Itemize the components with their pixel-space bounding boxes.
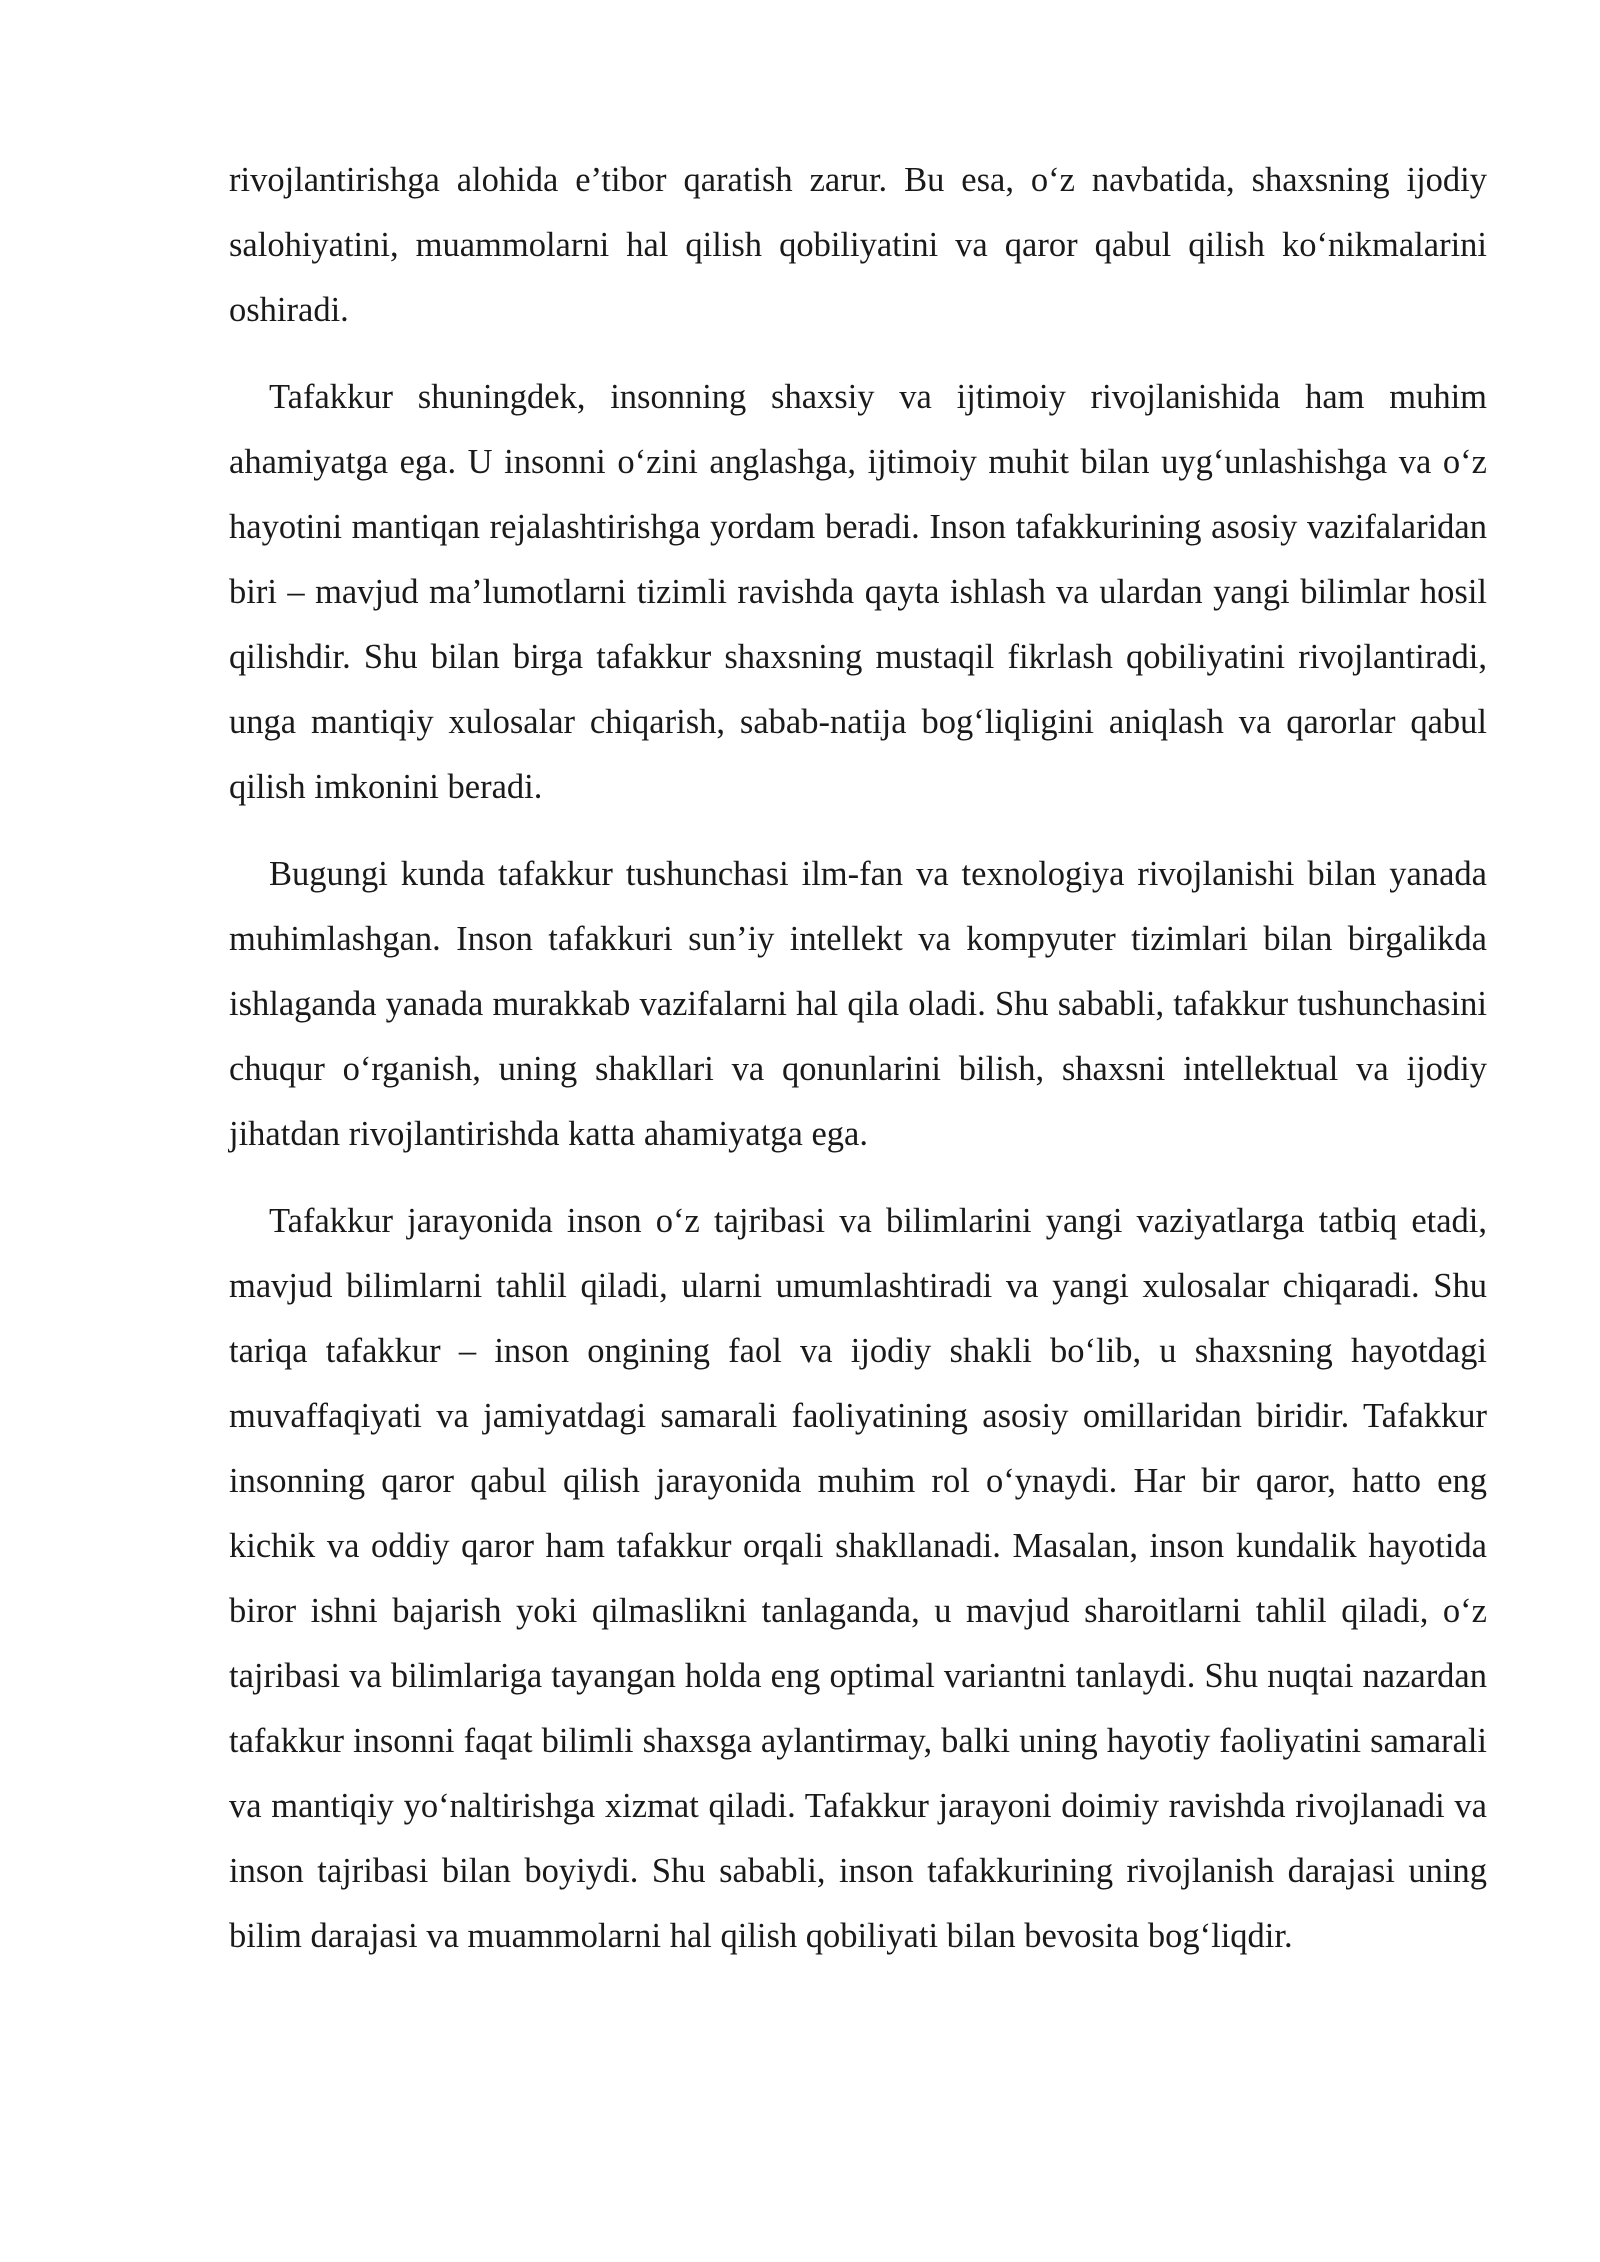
paragraph-thinking-process: Tafakkur jarayonida inson o‘z tajribasi va bilimlarini yangi vaziyatlarga tatbiq etadi, mavjud bilimlarni tahlil qiladi, ularni umumlashtiradi va yangi xulosalar chiqaradi. Shu tariqa tafakkur – inson ongining faol va ijodiy shakli bo‘lib, u shaxsning hayotdagi muvaffaqiyati va jamiyatdagi samarali faoliyatining asosiy omillaridan biridir. Tafakkur insonning qaror qabul qilish jarayonida muhim rol o‘ynaydi. Har bir qaror, hatto eng kichik va oddiy qaror ham tafakkur orqali shakllanadi. Masalan, inson kundalik hayotida biror ishni bajarish yoki qilmaslikni tanlaganda, u mavjud sharoitlarni tahlil qiladi, o‘z tajribasi va bilimlariga tayangan holda eng optimal variantni tanlaydi. Shu nuqtai nazardan tafakkur insonni faqat bilimli shaxsga aylantirmay, balki uning hayotiy faoliyatini samarali va mantiqiy yo‘naltirishga xizmat qiladi. Tafakkur jarayoni doimiy ravishda rivojlanadi va inson tajribasi bilan boyiydi. Shu sababli, inson tafakkurining rivojlanish darajasi uning bilim darajasi va muammolarni hal qilish qobiliyati bilan bevosita bog‘liqdir. — [229, 1202, 1487, 1955]
paragraph-personal-social-development: Tafakkur shuningdek, insonning shaxsiy va ijtimoiy rivojlanishida ham muhim ahamiyatga ega. U insonni o‘zini anglashga, ijtimoiy muhit bilan uyg‘unlashishga va o‘z hayotini mantiqan rejalashtirishga yordam beradi. Inson tafakkurining asosiy vazifalaridan biri – mavjud ma’lumotlarni tizimli ravishda qayta ishlash va ulardan yangi bilimlar hosil qilishdir. Shu bilan birga tafakkur shaxsning mustaqil fikrlash qobiliyatini rivojlantiradi, unga mantiqiy xulosalar chiqarish, sabab-natija bog‘liqligini aniqlash va qarorlar qabul qilish imkonini beradi. — [229, 378, 1487, 806]
paragraph-continuation: rivojlantirishga alohida e’tibor qaratish zarur. Bu esa, o‘z navbatida, shaxsning ijodiy salohiyatini, muammolarni hal qilish qobiliyatini va qaror qabul qilish ko‘nikmalarini oshiradi. — [229, 161, 1487, 329]
paragraph-science-technology: Bugungi kunda tafakkur tushunchasi ilm-fan va texnologiya rivojlanishi bilan yanada muhimlashgan. Inson tafakkuri sun’iy intellekt va kompyuter tizimlari bilan birgalikda ishlaganda yanada murakkab vazifalarni hal qila oladi. Shu sababli, tafakkur tushunchasini chuqur o‘rganish, uning shakllari va qonunlarini bilish, shaxsni intellektual va ijodiy jihatdan rivojlantirishda katta ahamiyatga ega. — [229, 855, 1487, 1153]
document-body — [229, 148, 1487, 1991]
